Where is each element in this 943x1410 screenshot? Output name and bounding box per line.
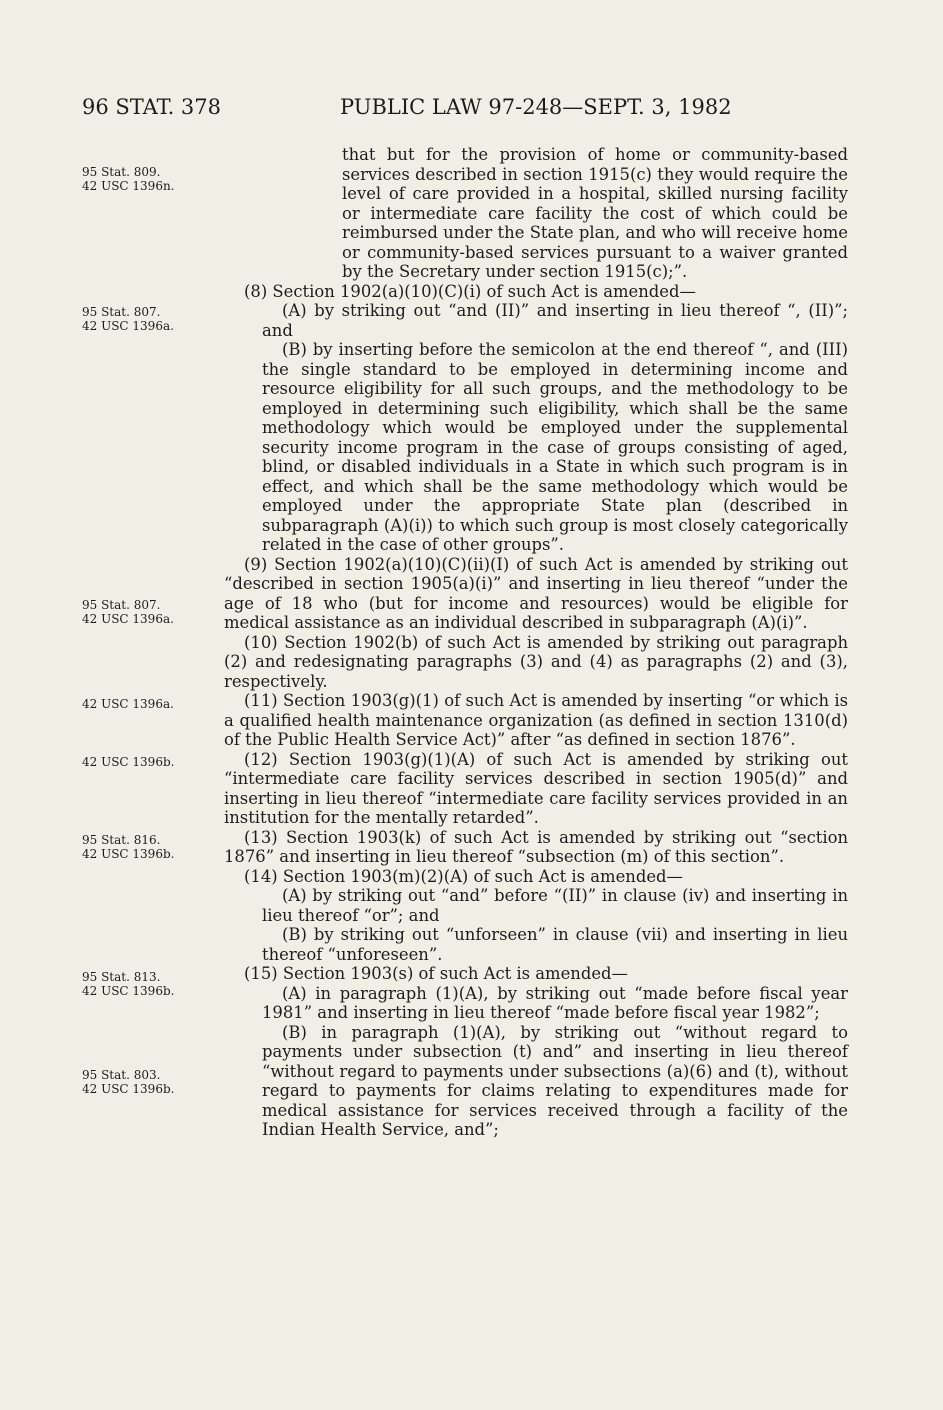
margin-note: 42 USC 1396a. — [82, 697, 174, 711]
margin-note: 95 Stat. 807. 42 USC 1396a. — [82, 598, 174, 626]
paragraph-9: (9) Section 1902(a)(10)(C)(ii)(I) of such Act is amended by striking out “described in section 1905(a)(i)” and inserting in lieu thereof “under the age of 18 who (but for income and resources) would be eligible for medical assistance as an individual described in subparagraph (A)(i)”. — [224, 554, 848, 632]
paragraph-11: (11) Section 1903(g)(1) of such Act is amended by inserting “or which is a qualified health maintenance organization (as defined in section 1310(d) of the Public Health Service Act)” after “as defined in section 1876”. — [224, 691, 848, 749]
paragraph-13: (13) Section 1903(k) of such Act is amended by striking out “section 1876” and inserting in lieu thereof “subsection (m) of this section”. — [224, 827, 848, 866]
paragraph-10: (10) Section 1902(b) of such Act is amended by striking out paragraph (2) and redesignating paragraphs (3) and (4) as paragraphs (2) and (3), respectively. — [224, 632, 848, 691]
page-header — [82, 95, 852, 129]
margin-note: 95 Stat. 807. 42 USC 1396a. — [82, 305, 174, 333]
margin-note: 95 Stat. 813. 42 USC 1396b. — [82, 970, 175, 998]
statute-body — [224, 145, 848, 1140]
paragraph-8-b: (B) by inserting before the semicolon at the end thereof “, and (III) the single standard to be employed in determining income and resource eligibility for all such groups, and the methodology to be employed in determining such eligibility, which shall be the same methodology which would be employed under the supplemental security income program in the case of groups consisting of aged, blind, or disabled individuals in a State in which such program is in effect, and which shall be the same methodology which would be employed under the appropriate State plan (described in subparagraph (A)(i)) to which such group is most closely categorically related in the case of other groups”. — [262, 340, 848, 554]
paragraph-8: (8) Section 1902(a)(10)(C)(i) of such Act is amended— — [244, 281, 696, 301]
paragraph-14-a: (A) by striking out “and” before “(II)” in clause (iv) and inserting in lieu thereof “or”; and — [262, 886, 848, 925]
paragraph-8-a: (A) by striking out “and (II)” and inserting in lieu thereof “, (II)”; and — [262, 301, 848, 340]
paragraph-7-continuation: that but for the provision of home or community-based services described in section 1915(c) they would require the level of care provided in a hospital, skilled nursing facility or intermediate care facility the cost of which could be reimbursed under the State plan, and who will receive home or community-based services pursuant to a waiver granted by the Secretary under section 1915(c);”. — [342, 145, 848, 281]
margin-note: 95 Stat. 809. 42 USC 1396n. — [82, 165, 175, 193]
law-title: PUBLIC LAW 97-248—SEPT. 3, 1982 — [340, 95, 732, 119]
margin-note: 95 Stat. 803. 42 USC 1396b. — [82, 1068, 175, 1096]
paragraph-15-a: (A) in paragraph (1)(A), by striking out “made before fiscal year 1981” and inserting in lieu thereof “made before fiscal year 1982”; — [262, 983, 848, 1022]
margin-note: 42 USC 1396b. — [82, 755, 175, 769]
paragraph-15-b: (B) in paragraph (1)(A), by striking out “without regard to payments under subsection (t) and” and inserting in lieu thereof “without regard to payments under subsections (a)(6) and (t), without regard to payments for claims relating to expenditures made for medical assistance for services received through a facility of the Indian Health Service, and”; — [262, 1022, 848, 1139]
paragraph-14-b: (B) by striking out “unforseen” in clause (vii) and inserting in lieu thereof “unforeseen”. — [262, 925, 848, 964]
paragraph-14: (14) Section 1903(m)(2)(A) of such Act is amended— — [244, 866, 683, 886]
paragraph-15: (15) Section 1903(s) of such Act is amended— — [244, 964, 628, 983]
margin-note: 95 Stat. 816. 42 USC 1396b. — [82, 833, 175, 861]
paragraph-12: (12) Section 1903(g)(1)(A) of such Act is amended by striking out “intermediate care facility services described in section 1905(d)” and inserting in lieu thereof “intermediate care facility services provided in an institution for the mentally retarded”. — [224, 749, 848, 827]
stat-page-number: 96 STAT. 378 — [82, 95, 222, 119]
